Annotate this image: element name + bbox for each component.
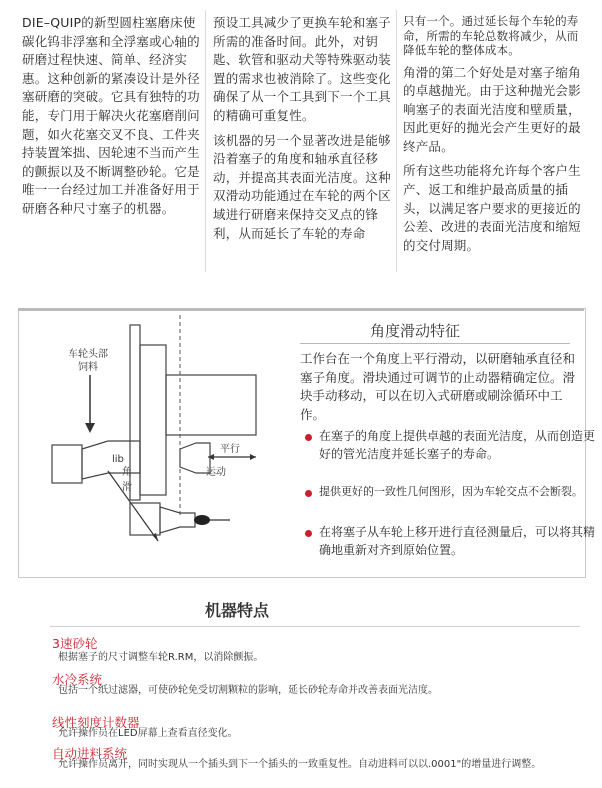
bullet-icon — [305, 434, 312, 441]
grinding-diagram — [30, 315, 280, 570]
column-divider — [205, 10, 206, 272]
paragraph: 该机器的另一个显著改进是能够沿着塞子的角度和轴承直径移动，并提高其表面光洁度。这种双滑动功能通过在车轮的两个区域进行研磨来保持交叉点的锋利，从而延长了车轮的寿命 — [213, 132, 391, 241]
paragraph: 只有一个。通过延长每个车轮的寿命，所需的车轮总数将减少，从而降低车轮的整体成本。 — [403, 14, 579, 57]
title-rule — [300, 343, 570, 344]
angle-arrow — [108, 471, 158, 541]
feed-arrowhead — [85, 423, 95, 433]
feature-heading: 水冷系统 — [52, 672, 103, 687]
angle-section-title: 角度滑动特征 — [370, 322, 461, 340]
angle-label-2: 滑 — [122, 482, 132, 493]
parallel-arrowhead-left — [208, 454, 214, 460]
benefit-bullet — [305, 428, 599, 463]
parallel-label-1: 平行 — [220, 444, 240, 455]
intro-column-3 — [403, 14, 583, 255]
features-title: 机器特点 — [205, 601, 270, 620]
feature-text: 允许操作员离开，同时实现从一个插头到下一个插头的一致重复性。自动进料可以以.0001"的增量进行调整。 — [58, 759, 542, 770]
parallel-arrowhead-right — [250, 454, 256, 460]
paragraph: 所有这些功能将允许每个客户生产、返工和维护最高质量的插头，以满足客户要求的更接近的公差、改进的表面光洁度和缩短的交付周期。 — [403, 163, 581, 253]
spindle-housing — [166, 375, 256, 435]
features-rule — [50, 626, 580, 627]
bullet-text: 在将塞子从车轮上移开进行直径测量后，可以将其精确地重新对齐到原始位置。 — [319, 525, 596, 557]
intro-column-2 — [213, 14, 393, 243]
center-label: lib — [112, 454, 124, 465]
feature-heading: 线性刻度计数器 — [52, 715, 140, 730]
bullet-icon — [305, 490, 312, 497]
feed-label-1: 车轮头部 — [68, 349, 108, 360]
panel-top-border — [18, 308, 584, 311]
benefit-bullet — [305, 524, 599, 559]
feature-heading: 3速砂轮 — [52, 636, 98, 651]
bullet-icon — [305, 530, 312, 537]
angle-description: 工作台在一个角度上平行滑动，以研磨轴承直径和塞子角度。滑块通过可调节的止动器精确定位。滑块手动移动，可以在切入式研磨或刷涂循环中工作。 — [300, 351, 576, 422]
chuck — [52, 445, 82, 483]
bottom-tip — [194, 515, 210, 525]
feed-label-2: 饲料 — [78, 362, 98, 373]
intro-column-1 — [22, 14, 202, 219]
feature-heading: 自动进料系统 — [52, 746, 128, 761]
feature-text: 允许操作员在LED屏幕上查看直径变化。 — [58, 728, 238, 739]
paragraph: DIE–QUIP的新型圆柱塞磨床使碳化钨非浮塞和全浮塞或心轴的研磨过程快速、简单、经济实惠。这种创新的紧凑设计是外径塞研磨的突破。它具有独特的功能，专门用于解决火花塞磨削问题，如火花塞交叉不良、工件夹持装置笨拙、因轮速不当而产生的颤振以及不断调整砂轮。它是唯一一台经过加工并准备好用于研磨各种尺寸塞子的机器。 — [22, 15, 200, 216]
feature-text: 根据塞子的尺寸调整车轮R.RM，以消除颤振。 — [58, 652, 264, 663]
bullet-text: 提供更好的一致性几何图形，因为车轮交点不会断裂。 — [319, 485, 583, 498]
paragraph: 预设工具减少了更换车轮和塞子所需的准备时间。此外，对钥匙、软管和驱动犬等特殊驱动装置的需求也被消除了。这些变化确保了从一个工具到下一个工具的精确可重复性。 — [213, 15, 391, 123]
paragraph: 角滑的第二个好处是对塞子缩角的卓越抛光。由于这种抛光会影响塞子的表面光洁度和壁质量，因此更好的抛光会产生更好的最终产品。 — [403, 64, 581, 154]
feature-text: 包括一个纸过滤器，可使砂轮免受切割颗粒的影响，延长砂轮寿命并改善表面光洁度。 — [58, 685, 438, 696]
bottom-plug — [160, 507, 195, 533]
grinding-wheel — [140, 345, 166, 495]
angle-label-1: 角 — [122, 467, 132, 478]
bullet-text: 在塞子的角度上提供卓越的表面光洁度，从而创造更好的管光洁度并延长塞子的寿命。 — [319, 429, 596, 461]
benefit-bullet — [305, 484, 599, 499]
parallel-label-2: 运动 — [206, 467, 226, 478]
column-divider — [396, 10, 397, 272]
